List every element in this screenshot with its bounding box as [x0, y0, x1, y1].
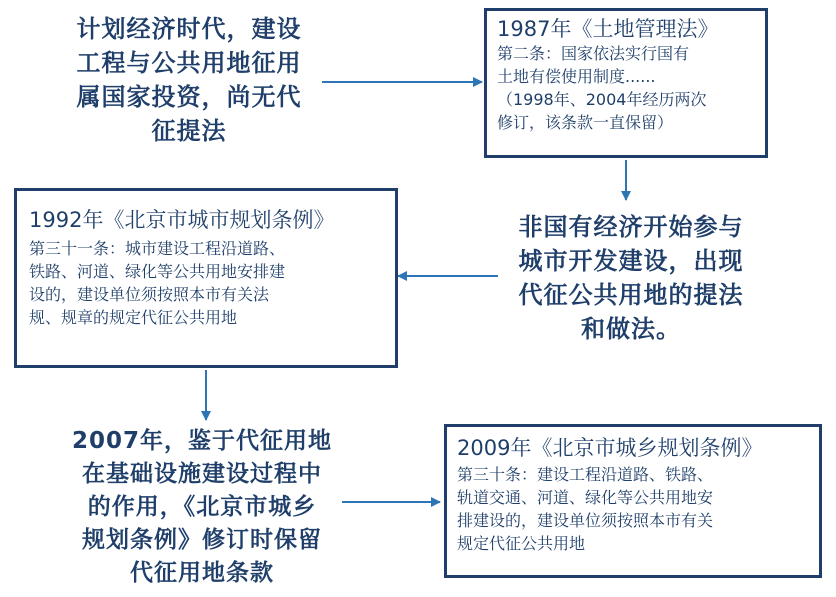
body-line: 设的，建设单位须按照本市有关法	[29, 285, 270, 304]
box-title: 1992年《北京市城市规划条例》	[29, 208, 335, 232]
node-revision-2007	[62, 425, 342, 590]
node-line: 2007年，鉴于代征用地	[71, 428, 332, 454]
node-line: 工程与公共用地征用	[76, 49, 302, 77]
box-body	[497, 42, 755, 134]
node-line: 和做法。	[581, 315, 681, 343]
node-line: 城市开发建设，出现	[518, 247, 744, 275]
box-title: 1987年《土地管理法》	[497, 17, 719, 41]
body-line: 轨道交通、河道、绿化等公共用地安	[457, 488, 714, 507]
node-regulation-1992	[14, 188, 398, 368]
node-planned-economy	[58, 12, 320, 148]
node-line: 计划经济时代，建设	[76, 15, 302, 43]
node-line: 在基础设施建设过程中	[82, 461, 322, 487]
body-line: 第三十条：建设工程沿道路、铁路、	[457, 465, 714, 484]
node-regulation-2009	[444, 424, 822, 578]
node-line: 代征用地条款	[130, 560, 274, 586]
node-non-state-economy	[500, 210, 762, 346]
body-line: 第三十一条：城市建设工程沿道路、	[29, 239, 286, 258]
node-line: 代征公共用地的提法	[518, 281, 744, 309]
body-line: （1998年、2004年经历两次	[497, 90, 707, 109]
body-line: 排建设的，建设单位须按照本市有关	[457, 511, 714, 530]
node-line: 征提法	[151, 117, 227, 145]
node-line: 非国有经济开始参与	[518, 213, 744, 241]
body-line: 规定代征公共用地	[457, 534, 586, 553]
body-line: 规、规章的规定代征公共用地	[29, 308, 238, 327]
body-line: 土地有偿使用制度......	[497, 67, 656, 86]
body-line: 修订，该条款一直保留）	[497, 113, 674, 132]
node-line: 规划条例》修订时保留	[82, 527, 322, 553]
body-line: 第二条：国家依法实行国有	[497, 44, 690, 63]
node-land-law-1987	[484, 8, 768, 158]
box-body	[457, 461, 809, 555]
box-body	[29, 233, 383, 329]
node-line: 属国家投资，尚无代	[76, 83, 302, 111]
body-line: 铁路、河道、绿化等公共用地安排建	[29, 262, 286, 281]
node-line: 的作用，《北京市城乡	[87, 494, 317, 520]
box-title: 2009年《北京市城乡规划条例》	[457, 436, 763, 460]
